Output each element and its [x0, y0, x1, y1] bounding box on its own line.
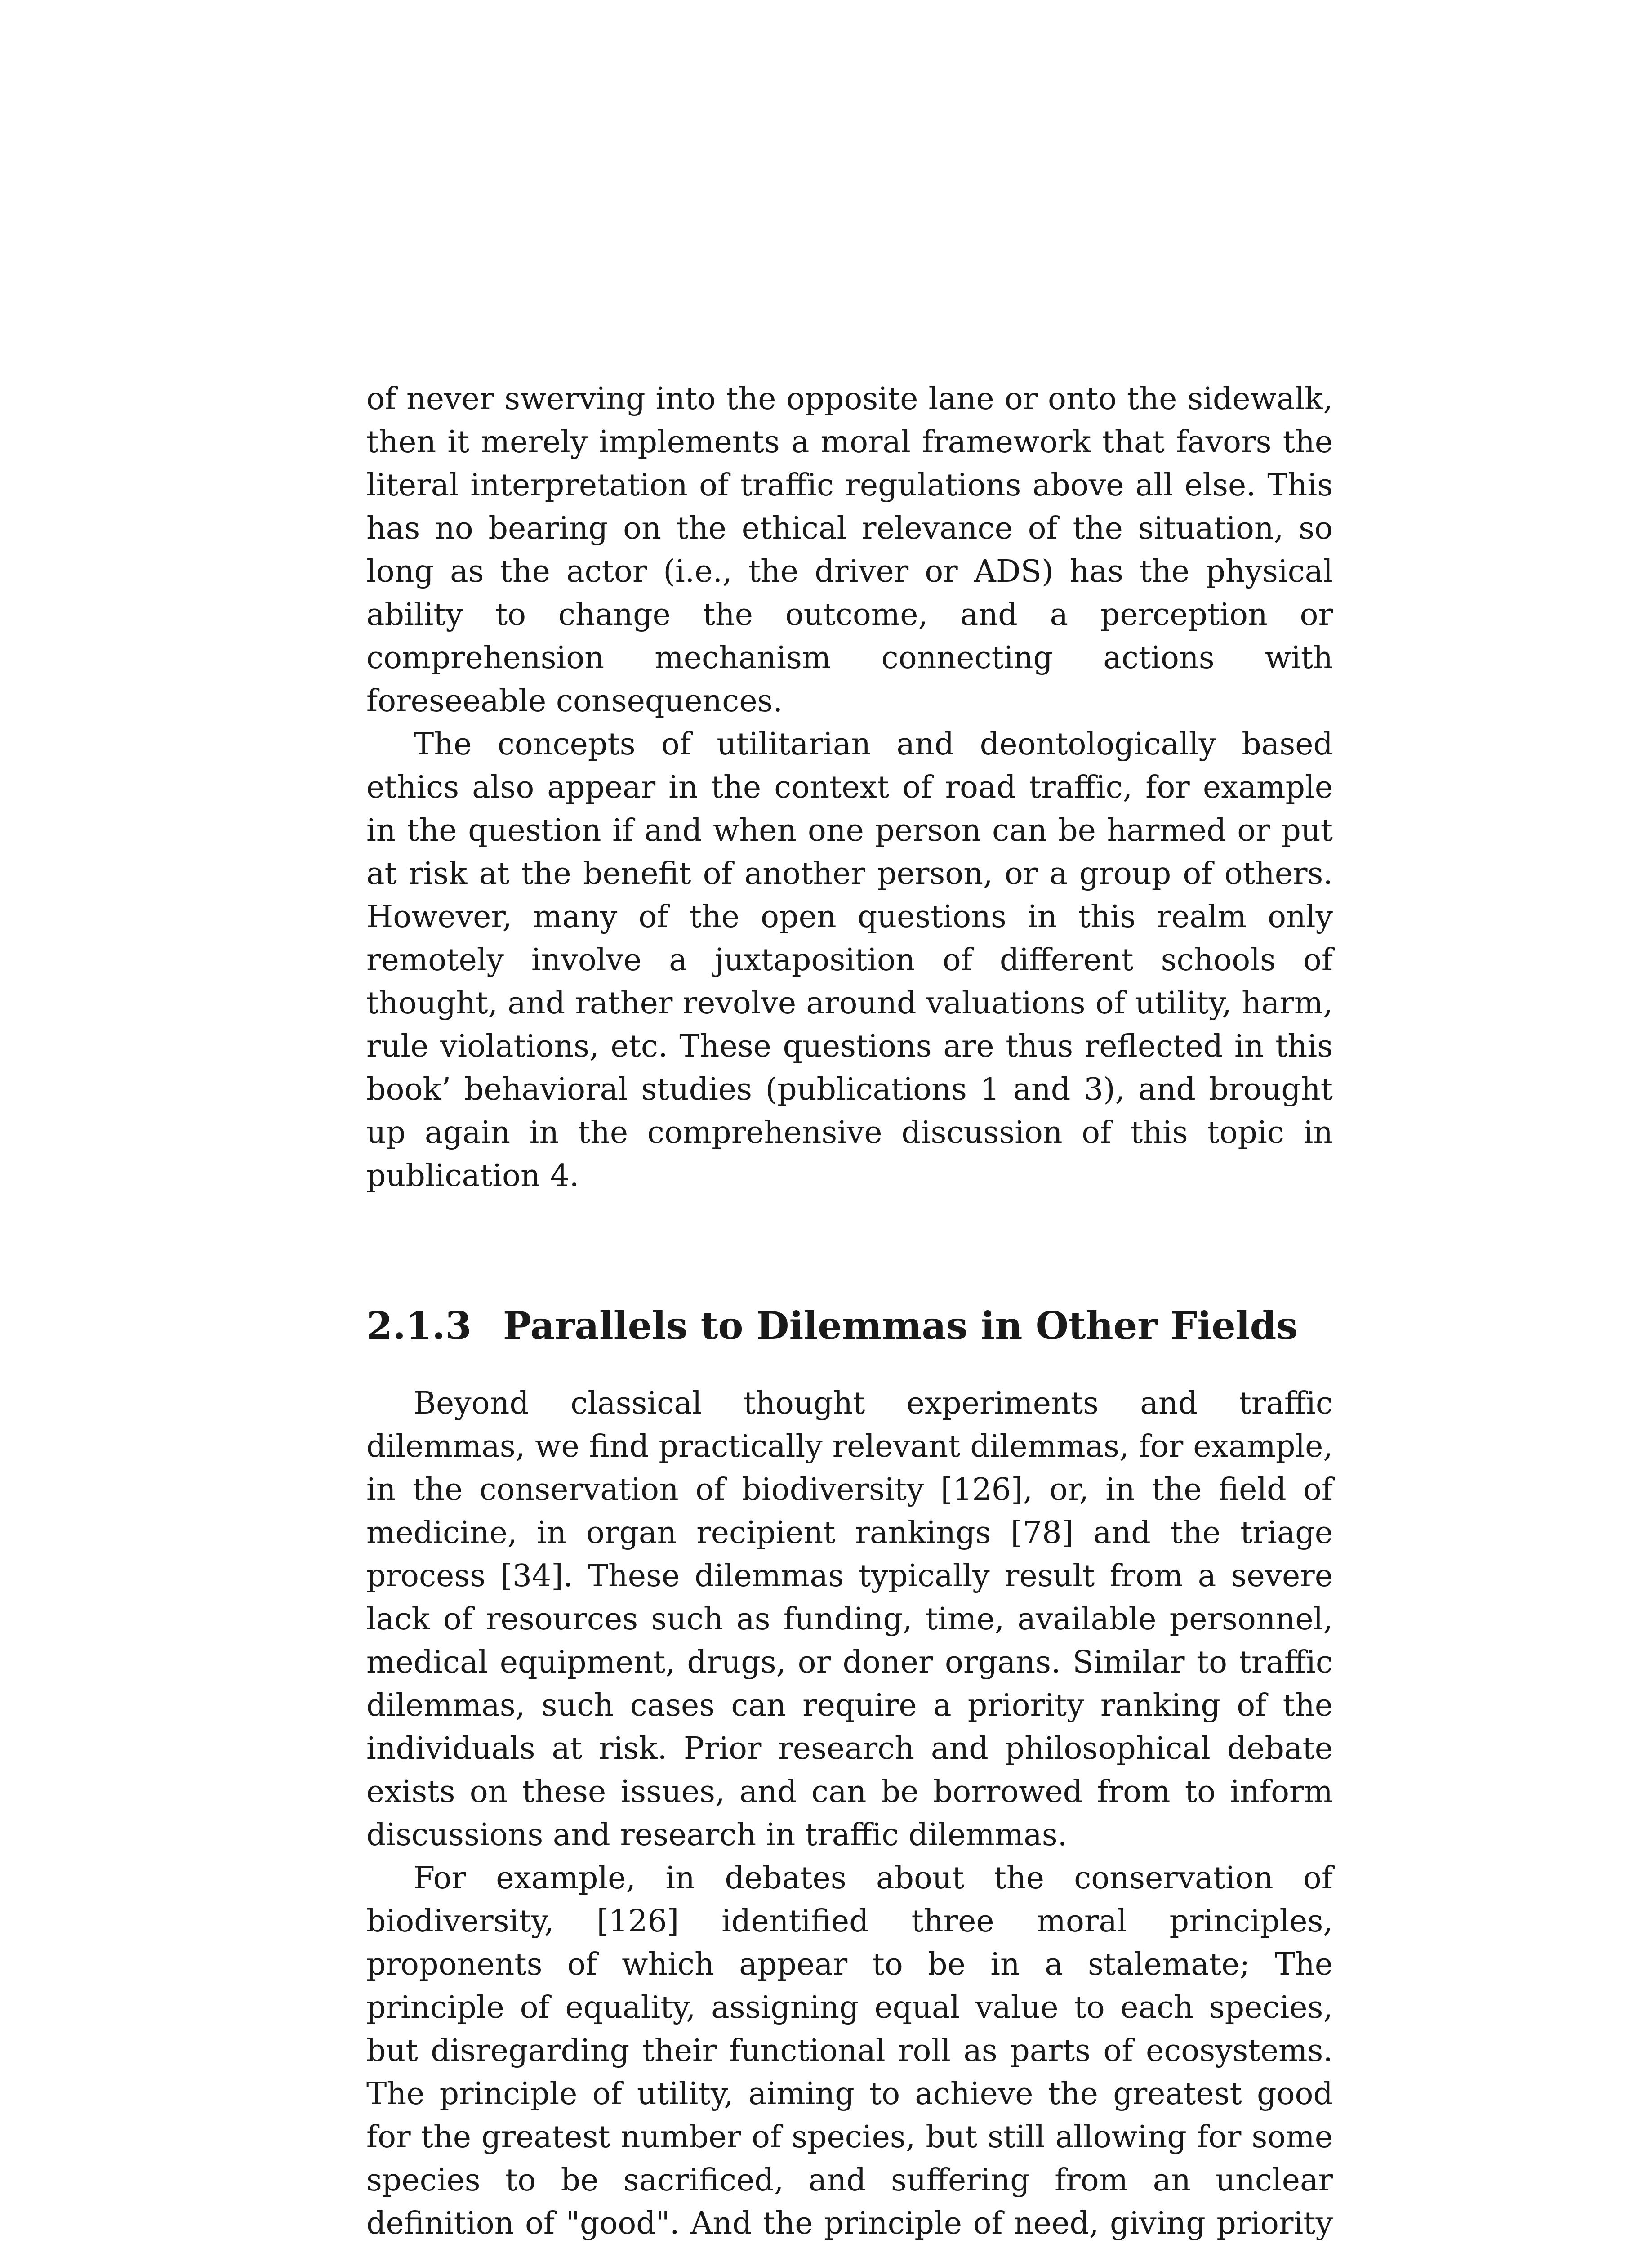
page-body: [366, 378, 1333, 2248]
section-title: Parallels to Dilemmas in Other Fields: [503, 1303, 1298, 1348]
section-heading: [366, 1301, 1333, 1351]
paragraph-biodiversity-example: For example, in debates about the conservation of biodiversity, [126] identified three moral principles, proponents of which appear to be in a stalemate; The principle of equality, assigning equal value to each species, but disregarding their functional roll as parts of ecosystems. The principle of utility, aiming to achieve the greatest good for the greatest number of species, but still allowing for some species to be sacrificed, and suffering from an unclear definition of "good". And the principle of need, giving priority: [366, 1860, 1333, 2241]
paragraph-ethics-concepts: The concepts of utilitarian and deontologically based ethics also appear in the context of road traffic, for example in the question if and when one person can be harmed or put at risk at the benefit of another person, or a group of others. However, many of the open questions in this realm only remotely involve a juxtaposition of different schools of thought, and rather revolve around valuations of utility, harm, rule violations, etc. These questions are thus reflected in this book’ behavioral studies (publications 1 and 3), and brought up again in the comprehensive discussion of this topic in publication 4.: [366, 727, 1333, 1194]
paragraph-continuation: of never swerving into the opposite lane or onto the sidewalk, then it merely implements a moral framework that favors the literal interpretation of traffic regulations above all else. This has no bearing on the ethical relevance of the situation, so long as the actor (i.e., the driver or ADS) has the physical ability to change the outcome, and a perception or comprehension mechanism connecting actions with foreseeable consequences.: [366, 381, 1333, 719]
paragraph-beyond-classical: Beyond classical thought experiments and traffic dilemmas, we find practically relevant dilemmas, for example, in the conservation of biodiversity [126], or, in the field of medicine, in organ recipient rankings [78] and the triage process [34]. These dilemmas typically result from a severe lack of resources such as funding, time, available personnel, medical equipment, drugs, or doner organs. Similar to traffic dilemmas, such cases can require a priority ranking of the individuals at risk. Prior research and philosophical debate exists on these issues, and can be borrowed from to inform discussions and research in traffic dilemmas.: [366, 1386, 1333, 1853]
section-number: 2.1.3: [366, 1303, 472, 1348]
